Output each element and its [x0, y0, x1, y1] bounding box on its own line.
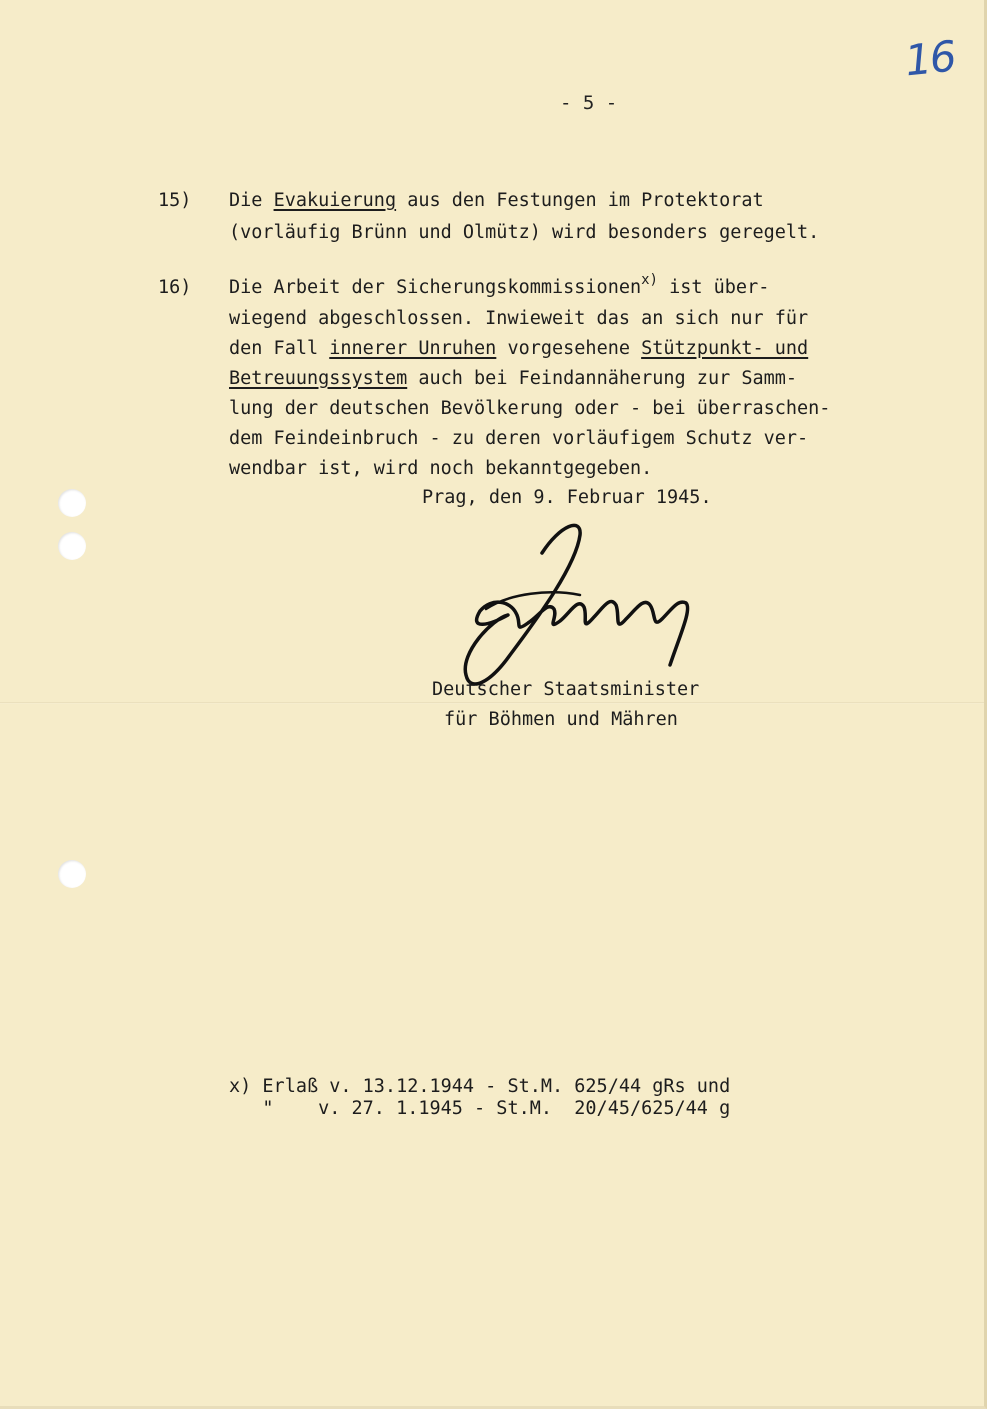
handwritten-page-number: 16: [902, 31, 957, 86]
footnote-marker: x): [641, 272, 658, 288]
item-16-line-3: den Fall innerer Unruhen vorgesehene Stützpunkt- und: [229, 338, 809, 359]
item-16-line-7: wendbar ist, wird noch bekanntgegeben.: [229, 458, 653, 479]
punch-hole-2: [58, 532, 86, 560]
item-number-16: 16): [158, 277, 192, 298]
underlined-innerer-unruhen: innerer Unruhen: [329, 338, 497, 359]
footnote-line-1: x) Erlaß v. 13.12.1944 - St.M. 625/44 gRs und: [229, 1076, 731, 1097]
item-15-line-1: Die Evakuierung aus den Festungen im Protektorat: [229, 190, 764, 211]
punch-hole-3: [58, 860, 86, 888]
item-16-line-6: dem Feindeinbruch - zu deren vorläufigem Schutz ver-: [229, 428, 809, 449]
page-number: - 5 -: [560, 92, 618, 114]
item-15-line-2: (vorläufig Brünn und Olmütz) wird besonders geregelt.: [229, 222, 820, 243]
signatory-title-line-2: für Böhmen und Mähren: [444, 709, 678, 730]
footnote-line-2: " v. 27. 1.1945 - St.M. 20/45/625/44 g: [229, 1098, 731, 1119]
item-16-line-5: lung der deutschen Bevölkerung oder - bei überraschen-: [229, 398, 831, 419]
date-line: Prag, den 9. Februar 1945.: [422, 487, 712, 508]
item-16-line-1: Die Arbeit der Sicherungskommissionen$^{x)}$ ist über-: [229, 272, 770, 298]
item-16-line-2: wiegend abgeschlossen. Inwieweit das an sich nur für: [229, 308, 809, 329]
underlined-evakuierung: Evakuierung: [273, 190, 397, 211]
item-16-line-4: Betreuungssystem auch bei Feindannäherung zur Samm-: [229, 368, 798, 389]
handwritten-signature: [430, 505, 730, 695]
signatory-title-line-1: Deutscher Staatsminister: [432, 679, 700, 700]
underlined-betreuungssystem: Betreuungssystem: [229, 368, 408, 389]
punch-hole-1: [58, 489, 86, 517]
underlined-stuetzpunkt: Stützpunkt- und: [641, 338, 809, 359]
item-number-15: 15): [158, 190, 192, 211]
